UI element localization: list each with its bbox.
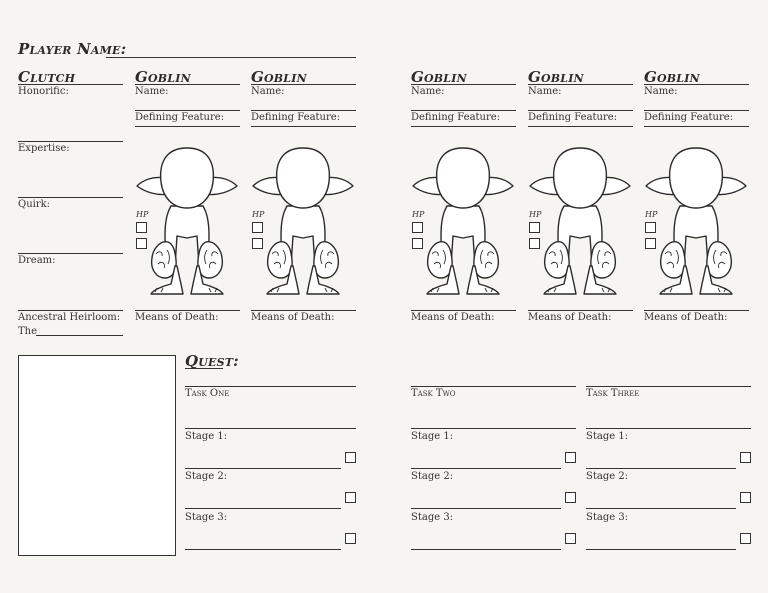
stage-checkbox[interactable]	[740, 533, 751, 544]
means-of-death-label: Means of Death:	[251, 312, 335, 323]
stage-checkbox[interactable]	[740, 452, 751, 463]
goblin-title-underline	[528, 84, 633, 85]
goblin-figure-icon	[528, 146, 632, 306]
stage-field[interactable]	[411, 549, 561, 550]
defining-feature-field[interactable]	[411, 126, 516, 127]
defining-feature-field[interactable]	[251, 126, 356, 127]
goblin-title-underline	[135, 84, 240, 85]
goblin-title: Goblin	[411, 68, 467, 86]
quirk-field[interactable]	[18, 253, 123, 254]
task-field[interactable]	[586, 428, 751, 429]
task-label: Task Three	[586, 388, 640, 399]
player-name-field[interactable]	[106, 57, 356, 58]
defining-feature-label: Defining Feature:	[644, 112, 734, 123]
stage-field[interactable]	[586, 508, 736, 509]
task-label: Task One	[185, 388, 230, 399]
task-label: Task Two	[411, 388, 456, 399]
stage-label: Stage 1:	[586, 431, 629, 442]
death-underline	[411, 310, 516, 311]
stage-field[interactable]	[586, 468, 736, 469]
hp-label: HP	[529, 210, 542, 219]
hp-checkbox-2[interactable]	[412, 238, 423, 249]
hp-checkbox-2[interactable]	[529, 238, 540, 249]
goblin-figure-icon	[411, 146, 515, 306]
stage-checkbox[interactable]	[565, 533, 576, 544]
goblin-title-underline	[411, 84, 516, 85]
hp-checkbox-1[interactable]	[529, 222, 540, 233]
hp-checkbox-2[interactable]	[645, 238, 656, 249]
stage-checkbox[interactable]	[565, 452, 576, 463]
goblin-name-field[interactable]	[135, 110, 240, 111]
defining-feature-label: Defining Feature:	[135, 112, 225, 123]
death-underline	[251, 310, 356, 311]
stage-field[interactable]	[586, 549, 736, 550]
task-line[interactable]	[411, 386, 576, 387]
stage-label: Stage 2:	[185, 471, 228, 482]
player-name-label: Player Name:	[18, 40, 127, 58]
stage-label: Stage 3:	[411, 512, 454, 523]
hp-checkbox-2[interactable]	[136, 238, 147, 249]
defining-feature-field[interactable]	[528, 126, 633, 127]
quirk-label: Quirk:	[18, 199, 51, 210]
hp-checkbox-2[interactable]	[252, 238, 263, 249]
dream-field[interactable]	[18, 310, 123, 311]
death-underline	[644, 310, 749, 311]
means-of-death-label: Means of Death:	[411, 312, 495, 323]
quest-underline	[185, 368, 223, 369]
dream-label: Dream:	[18, 255, 56, 266]
stage-checkbox[interactable]	[740, 492, 751, 503]
task-line[interactable]	[185, 386, 356, 387]
stage-label: Stage 3:	[586, 512, 629, 523]
task-field[interactable]	[411, 428, 576, 429]
stage-checkbox[interactable]	[345, 452, 356, 463]
goblin-figure-icon	[251, 146, 355, 306]
stage-field[interactable]	[185, 508, 341, 509]
goblin-title-underline	[644, 84, 749, 85]
goblin-name-label: Name:	[528, 86, 562, 97]
goblin-name-field[interactable]	[411, 110, 516, 111]
goblin-name-label: Name:	[644, 86, 678, 97]
hp-label: HP	[412, 210, 425, 219]
clutch-title: Clutch	[18, 68, 76, 86]
stage-label: Stage 1:	[185, 431, 228, 442]
goblin-title: Goblin	[135, 68, 191, 86]
hp-checkbox-1[interactable]	[136, 222, 147, 233]
heirloom-prefix: The	[18, 326, 38, 337]
honorific-label: Honorific:	[18, 86, 69, 97]
stage-field[interactable]	[185, 549, 341, 550]
portrait-box[interactable]	[18, 355, 176, 556]
stage-field[interactable]	[411, 508, 561, 509]
heirloom-label: Ancestral Heirloom:	[18, 312, 121, 323]
stage-label: Stage 2:	[411, 471, 454, 482]
goblin-name-field[interactable]	[251, 110, 356, 111]
hp-label: HP	[645, 210, 658, 219]
stage-field[interactable]	[185, 468, 341, 469]
heirloom-field[interactable]	[36, 335, 123, 336]
expertise-field[interactable]	[18, 197, 123, 198]
defining-feature-label: Defining Feature:	[528, 112, 618, 123]
death-underline	[135, 310, 240, 311]
goblin-name-field[interactable]	[644, 110, 749, 111]
defining-feature-label: Defining Feature:	[411, 112, 501, 123]
goblin-figure-icon	[135, 146, 239, 306]
goblin-title: Goblin	[528, 68, 584, 86]
hp-label: HP	[136, 210, 149, 219]
goblin-title-underline	[251, 84, 356, 85]
task-field[interactable]	[185, 428, 356, 429]
defining-feature-field[interactable]	[644, 126, 749, 127]
stage-field[interactable]	[411, 468, 561, 469]
hp-checkbox-1[interactable]	[412, 222, 423, 233]
hp-label: HP	[252, 210, 265, 219]
stage-label: Stage 1:	[411, 431, 454, 442]
means-of-death-label: Means of Death:	[528, 312, 612, 323]
means-of-death-label: Means of Death:	[644, 312, 728, 323]
expertise-label: Expertise:	[18, 143, 70, 154]
stage-checkbox[interactable]	[345, 492, 356, 503]
goblin-name-label: Name:	[251, 86, 285, 97]
goblin-figure-icon	[644, 146, 748, 306]
goblin-title: Goblin	[644, 68, 700, 86]
quest-title: Quest:	[185, 352, 239, 370]
goblin-title: Goblin	[251, 68, 307, 86]
goblin-name-field[interactable]	[528, 110, 633, 111]
defining-feature-field[interactable]	[135, 126, 240, 127]
defining-feature-label: Defining Feature:	[251, 112, 341, 123]
goblin-name-label: Name:	[411, 86, 445, 97]
stage-checkbox[interactable]	[345, 533, 356, 544]
stage-checkbox[interactable]	[565, 492, 576, 503]
honorific-field[interactable]	[18, 141, 123, 142]
death-underline	[528, 310, 633, 311]
clutch-underline	[18, 84, 123, 85]
hp-checkbox-1[interactable]	[645, 222, 656, 233]
means-of-death-label: Means of Death:	[135, 312, 219, 323]
task-line[interactable]	[586, 386, 751, 387]
goblin-name-label: Name:	[135, 86, 169, 97]
stage-label: Stage 2:	[586, 471, 629, 482]
hp-checkbox-1[interactable]	[252, 222, 263, 233]
stage-label: Stage 3:	[185, 512, 228, 523]
